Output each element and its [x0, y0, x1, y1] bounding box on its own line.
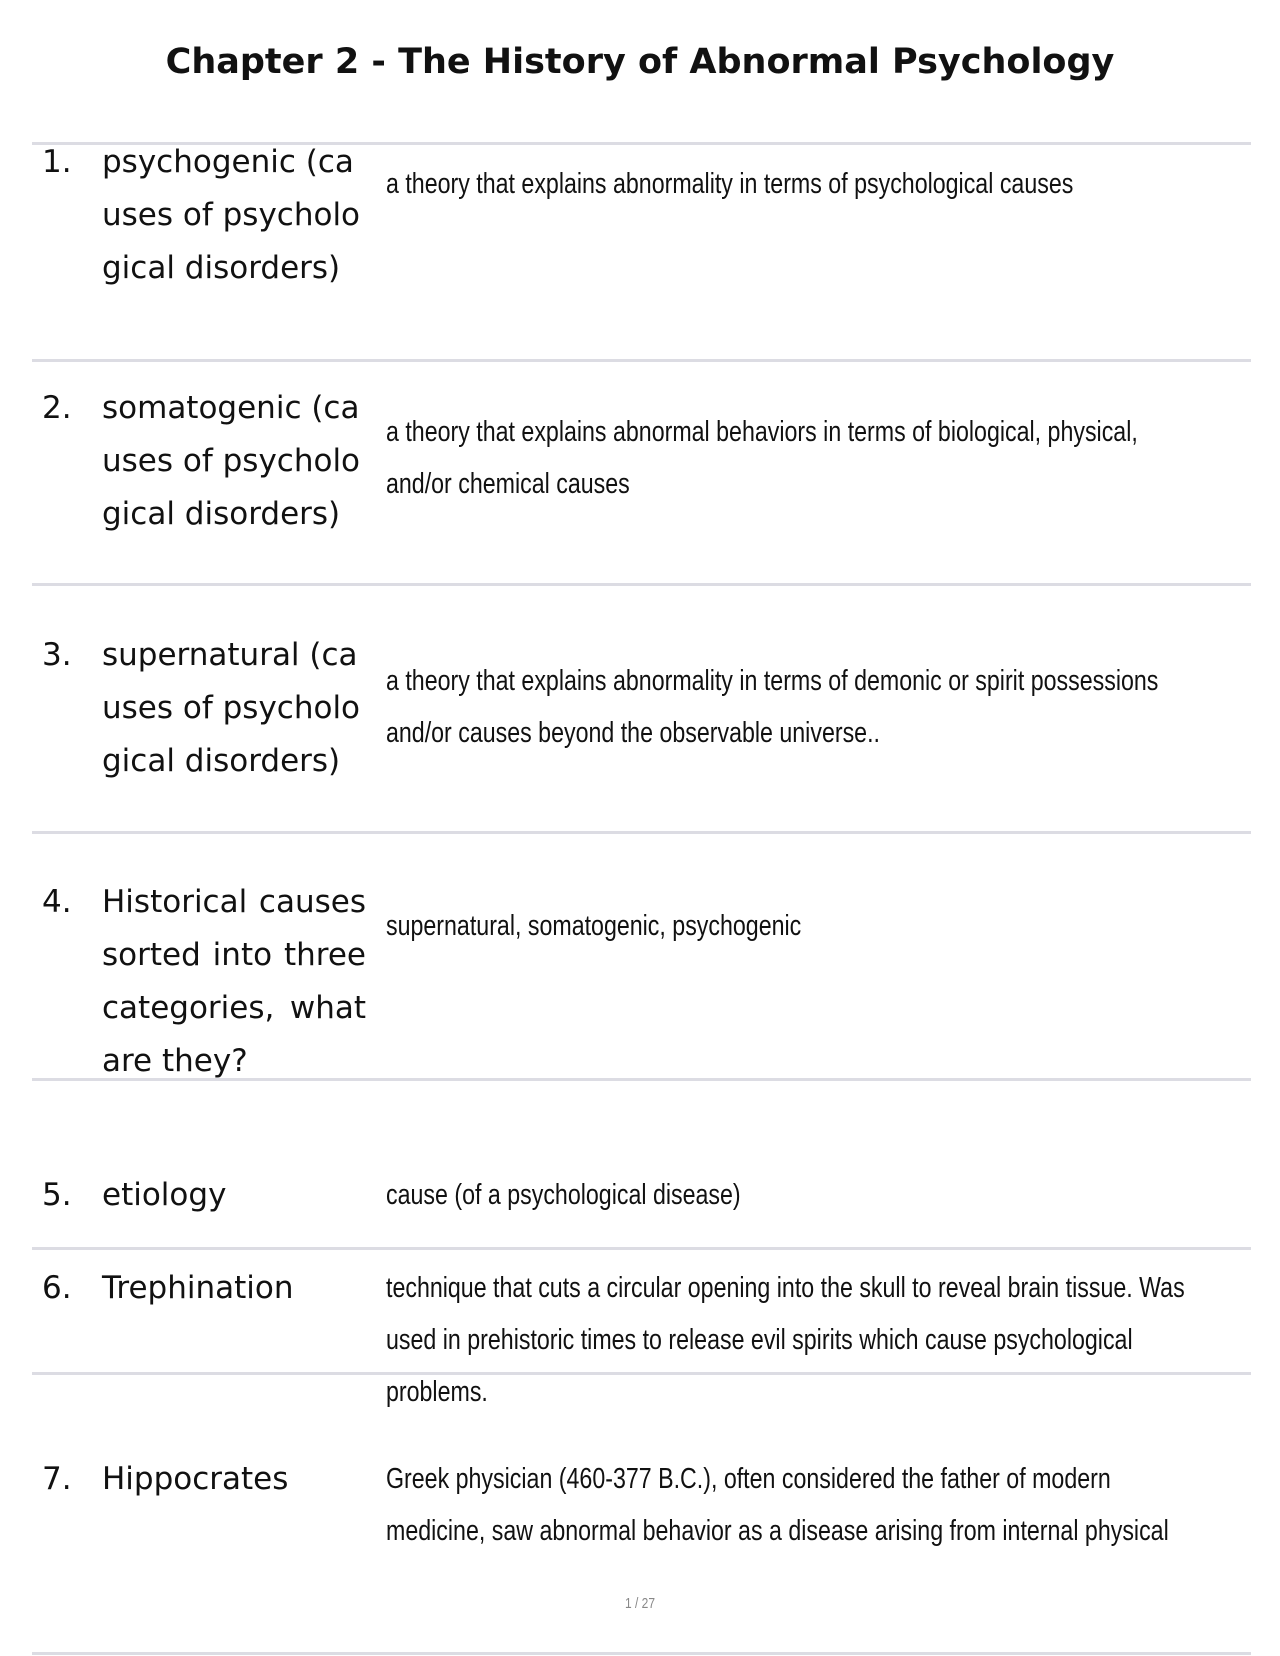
entry-definition [386, 158, 1074, 210]
entry-definition [386, 655, 1159, 759]
row-divider [32, 583, 1251, 586]
entry-number: 2. [42, 390, 72, 426]
entry-term: psychogenic (causes of psychological disorders) [102, 144, 361, 286]
entry-number: 3. [42, 637, 72, 673]
row-divider [32, 831, 1251, 834]
page-title: Chapter 2 - The History of Abnormal Psychology [165, 42, 1115, 82]
definition-line: and/or chemical causes [386, 468, 630, 500]
entry-term: Historical causes sorted into three categories, what are they? [102, 884, 366, 1079]
entry-number: 1. [42, 144, 72, 180]
entry-number: 5. [42, 1177, 72, 1213]
page-indicator: 1 / 27 [624, 1595, 656, 1612]
definition-line: and/or causes beyond the observable universe.. [386, 717, 880, 749]
entry-term: somatogenic (causes of psychological disorders) [102, 390, 361, 532]
row-divider [32, 1247, 1251, 1250]
definition-line: a theory that explains abnormality in terms of demonic or spirit possessions [386, 665, 1159, 697]
entry-number: 4. [42, 884, 72, 920]
definition-line: supernatural, somatogenic, psychogenic [386, 910, 802, 942]
definition-line: used in prehistoric times to release evil spirits which cause psychological [386, 1324, 1133, 1356]
entry-definition [386, 1262, 1185, 1418]
entry-definition [386, 406, 1138, 510]
entry-term: supernatural (causes of psychological disorders) [102, 637, 361, 779]
entry-definition [386, 1169, 1058, 1221]
definition-line: cause (of a psychological disease) [386, 1179, 741, 1211]
definition-line: a theory that explains abnormal behaviors in terms of biological, physical, [386, 416, 1138, 448]
row-divider [32, 1652, 1251, 1655]
entry-number: 7. [42, 1461, 72, 1497]
entry-term: Hippocrates [102, 1461, 289, 1497]
entry-term: etiology [102, 1177, 227, 1213]
entry-definition [386, 1453, 1169, 1557]
definition-line: a theory that explains abnormality in terms of psychological causes [386, 168, 1074, 200]
definition-line: problems. [386, 1376, 488, 1408]
entry-definition [386, 900, 1058, 952]
definition-line: technique that cuts a circular opening into the skull to reveal brain tissue. Was [386, 1272, 1185, 1304]
definition-line: medicine, saw abnormal behavior as a disease arising from internal physical [386, 1515, 1169, 1547]
definition-line: Greek physician (460-377 B.C.), often considered the father of modern [386, 1463, 1111, 1495]
entry-number: 6. [42, 1270, 72, 1306]
entry-term: Trephination [102, 1270, 294, 1306]
row-divider [32, 359, 1251, 362]
